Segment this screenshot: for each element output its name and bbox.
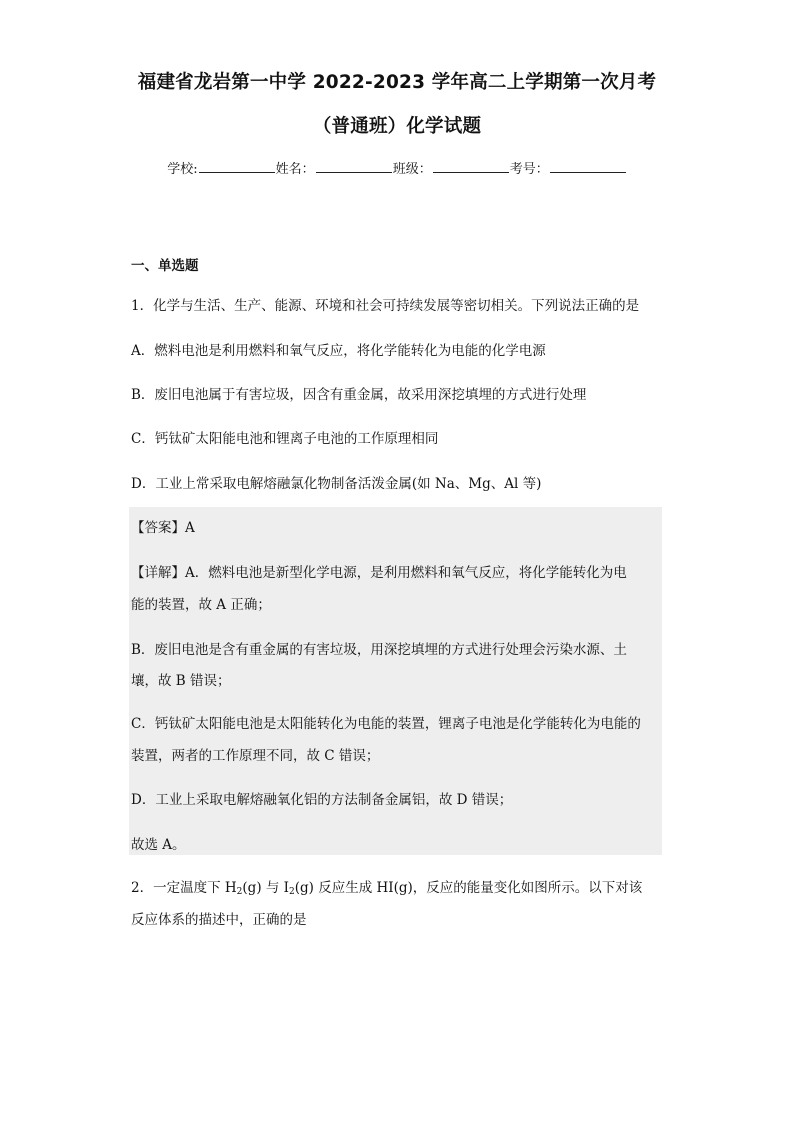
question1-option-b: B．废旧电池属于有害垃圾，因含有重金属，故采用深挖填埋的方式进行处理: [131, 387, 587, 403]
name-blank: [316, 160, 392, 173]
explanation-line-4: 壤，故 B 错误；: [131, 673, 231, 689]
q2-h-rest: (g) 与: [242, 880, 280, 896]
explanation-line-1: 【详解】A．燃料电池是新型化学电源，是利用燃料和氧气反应，将化学能转化为电: [131, 565, 627, 581]
number-label: 考号：: [509, 162, 549, 177]
q2-i-rest: (g) 反应生成: [294, 880, 373, 896]
question1-option-d: D．工业上常采取电解熔融氯化物制备活泼金属(如 Na、Mg、Al 等): [131, 476, 542, 492]
question2-stem-line1: [131, 876, 642, 897]
explanation-line-8: 故选 A。: [131, 837, 186, 853]
question2-stem-line2: 反应体系的描述中，正确的是: [131, 912, 307, 928]
explanation-line-7: D．工业上采取电解熔融氧化铝的方法制备金属铝，故 D 错误；: [131, 792, 513, 808]
section-heading: 一、单选题: [131, 258, 199, 274]
q2-h-subscript: 2: [236, 887, 243, 897]
answer-explanation-box: [129, 507, 662, 855]
student-info-row: [0, 158, 794, 177]
explanation-line-6: 装置，两者的工作原理不同，故 C 错误；: [131, 748, 380, 764]
exam-title-line2: （普通班）化学试题: [312, 116, 482, 137]
class-label: 班级：: [392, 162, 432, 177]
name-label: 姓名：: [275, 162, 315, 177]
question1-option-a: A．燃料电池是利用燃料和氧气反应，将化学能转化为电能的化学电源: [131, 343, 546, 359]
q2-h: H: [224, 880, 237, 896]
number-blank: [550, 160, 626, 173]
explanation-line-3: B．废旧电池是含有重金属的有害垃圾，用深挖填埋的方式进行处理会污染水源、土: [131, 642, 627, 658]
explanation-line-2: 能的装置，故 A 正确；: [131, 597, 271, 613]
q2-suffix: ，反应的能量变化如图所示。以下对该: [412, 880, 643, 896]
q2-hi: HI(g): [376, 880, 413, 896]
q2-i-subscript: 2: [289, 887, 295, 897]
q2-prefix: 2．一定温度下: [131, 880, 221, 896]
class-blank: [433, 160, 509, 173]
answer-line: 【答案】A: [131, 520, 195, 536]
exam-title-line1: 福建省龙岩第一中学 2022-2023 学年高二上学期第一次月考: [137, 72, 657, 93]
question1-stem: 1．化学与生活、生产、能源、环境和社会可持续发展等密切相关。下列说法正确的是: [131, 298, 640, 314]
explanation-line-5: C．钙钛矿太阳能电池是太阳能转化为电能的装置，锂离子电池是化学能转化为电能的: [131, 716, 641, 732]
school-label: 学校:: [167, 162, 198, 177]
question1-option-c: C．钙钛矿太阳能电池和锂离子电池的工作原理相同: [131, 431, 439, 447]
school-blank: [199, 160, 275, 173]
q2-i: I: [283, 880, 290, 896]
